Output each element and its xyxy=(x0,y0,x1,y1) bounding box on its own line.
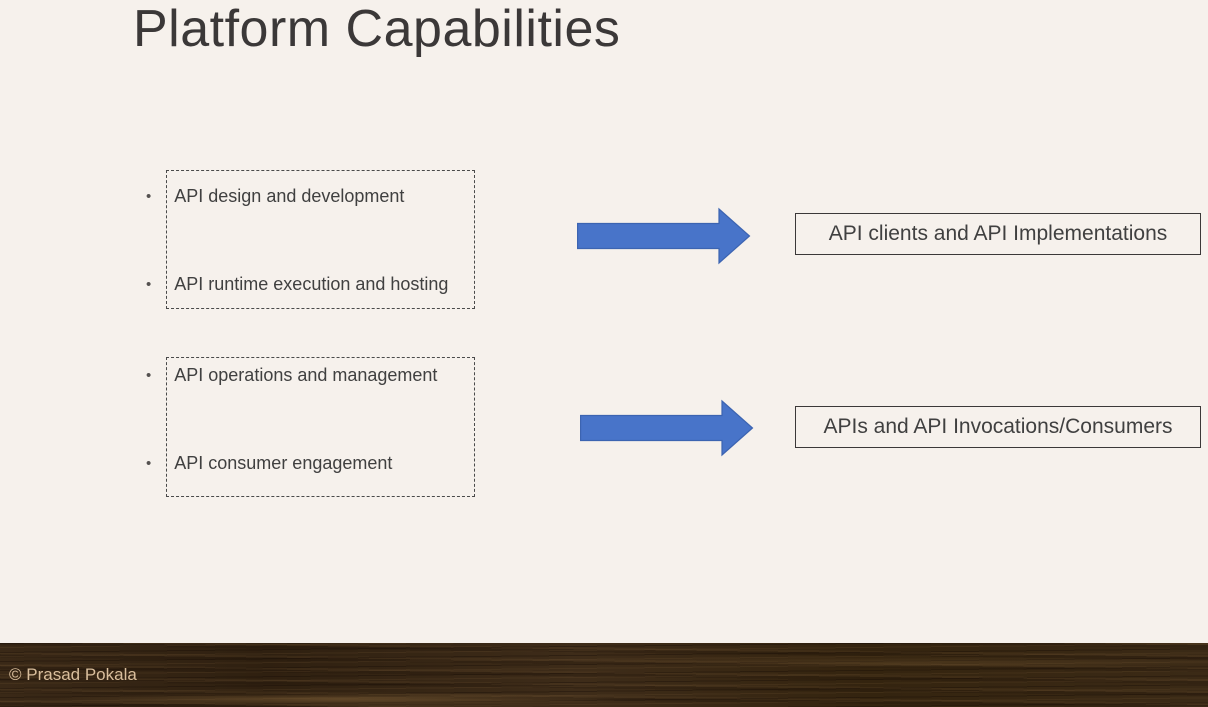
result-box-clients-implementations xyxy=(795,213,1201,255)
capability-label: API operations and management xyxy=(174,364,438,385)
bullet-icon: • xyxy=(146,366,152,384)
bullet-icon: • xyxy=(146,454,152,472)
list-item-api-runtime xyxy=(146,273,448,295)
capability-label: API design and development xyxy=(174,185,405,206)
bullet-icon: • xyxy=(146,275,152,293)
capability-label: API runtime execution and hosting xyxy=(174,273,449,294)
list-item-api-operations xyxy=(146,364,437,386)
result-label: API clients and API Implementations xyxy=(828,222,1168,245)
slide-title: Platform Capabilities xyxy=(133,0,621,58)
list-item-api-design xyxy=(146,185,404,207)
list-item-api-consumer xyxy=(146,452,392,474)
capability-label: API consumer engagement xyxy=(174,452,393,473)
right-block-arrow-icon xyxy=(580,399,754,457)
copyright-text: © Prasad Pokala xyxy=(9,665,137,684)
result-box-apis-invocations xyxy=(795,406,1201,448)
result-label: APIs and API Invocations/Consumers xyxy=(823,415,1173,438)
right-block-arrow-icon xyxy=(577,207,751,265)
bullet-icon: • xyxy=(146,187,152,205)
footer-bar xyxy=(0,643,1208,707)
